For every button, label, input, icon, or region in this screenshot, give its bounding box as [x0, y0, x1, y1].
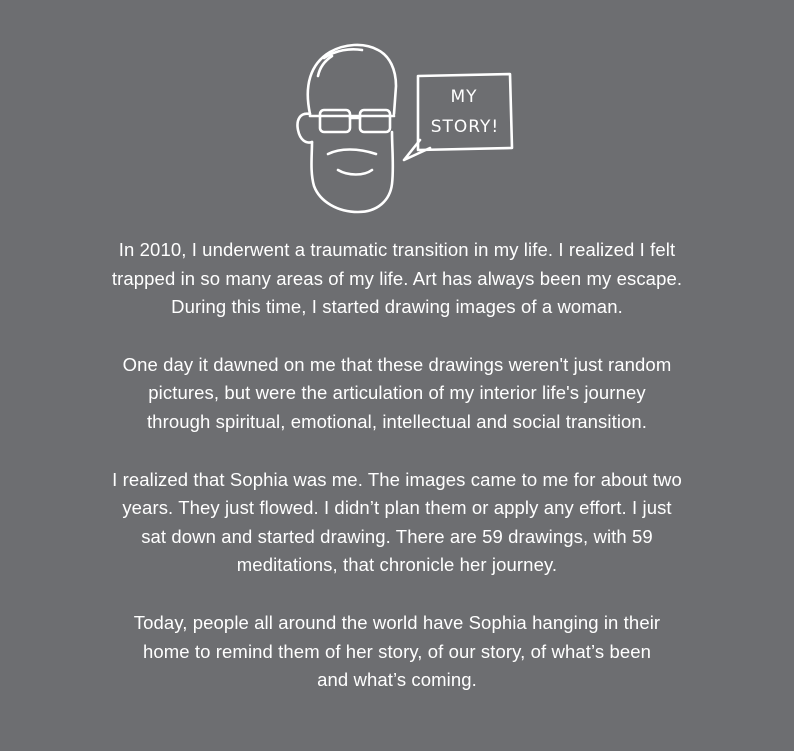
paragraph-line: sat down and started drawing. There are 59 drawings, with 59 — [141, 525, 653, 547]
paragraph-4 — [40, 609, 754, 695]
bubble-text-line1: MY — [450, 87, 478, 107]
paragraph-line: years. They just flowed. I didn’t plan them or apply any effort. I just — [122, 497, 672, 519]
paragraph-line: One day it dawned on me that these drawings weren't just random — [122, 353, 672, 375]
paragraph-1 — [40, 236, 754, 322]
paragraph-line: Today, people all around the world have Sophia hanging in their — [133, 611, 661, 633]
paragraph-line: During this time, I started drawing images of a woman. — [171, 296, 623, 318]
paragraph-2 — [40, 351, 754, 437]
paragraph-line: meditations, that chronicle her journey. — [236, 554, 558, 576]
paragraph-3 — [40, 466, 754, 580]
paragraph-line: pictures, but were the articulation of my interior life's journey — [148, 382, 646, 404]
paragraph-line: and what’s coming. — [317, 669, 477, 691]
my-story-logo — [280, 36, 520, 216]
paragraph-line: trapped in so many areas of my life. Art has always been my escape. — [111, 267, 683, 289]
paragraph-line: home to remind them of her story, of our story, of what’s been — [143, 640, 651, 662]
bubble-text-line2: STORY! — [430, 117, 500, 137]
bearded-face-icon — [280, 36, 520, 216]
paragraph-line: through spiritual, emotional, intellectual and social transition. — [146, 410, 648, 432]
story-text — [40, 236, 754, 724]
paragraph-line: In 2010, I underwent a traumatic transition in my life. I realized I felt — [118, 239, 676, 260]
paragraph-line: I realized that Sophia was me. The images came to me for about two — [112, 468, 682, 490]
